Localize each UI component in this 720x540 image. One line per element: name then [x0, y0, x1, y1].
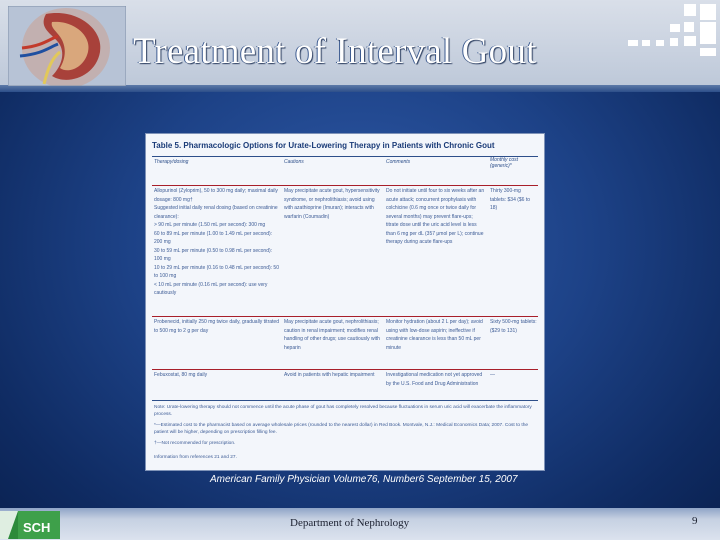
- slide-title: Treatment of Interval Gout: [133, 31, 537, 72]
- table-footnote-cost: *—Estimated cost to the pharmacist based on average wholesale prices (rounded to the nearest dollar) in Red Book. Montvale, N.J.: Medical Economics Data; 2007. Cost to the patient will be higher, depending on prescription filling fee.: [154, 423, 529, 435]
- table-source: Information from references 21 and 27.: [154, 455, 237, 460]
- row2-comments: Monitor hydration (about 2 L per day); avoid using with low-dose aspirin; ineffective if creatinine clearance is less than 50 mL per minute: [386, 319, 483, 351]
- col-header-cost: Monthly cost (generic)*: [490, 157, 519, 169]
- decor-square: [700, 22, 716, 44]
- decor-square: [700, 4, 716, 20]
- row3-cost: —: [490, 372, 495, 378]
- row-divider: [152, 316, 538, 317]
- table-note: Note: Urate-lowering therapy should not commence until the acute phase of gout has completely resolved because fluctuations in serum uric acid will exacerbate the inflammatory process.: [154, 405, 532, 417]
- footer-department: Department of Nephrology: [290, 517, 410, 529]
- table-bottom-rule: [152, 400, 538, 401]
- table-title: Table 5. Pharmacologic Options for Urate-Lowering Therapy in Patients with Chronic Gout: [152, 141, 495, 150]
- decor-square: [670, 38, 678, 46]
- row1-cost: Thirty 300-mg tablets: $34 ($6 to 18): [490, 188, 531, 211]
- row2-therapy: Probenecid, initially 250 mg twice daily, gradually titrated to 500 mg to 2 g per day: [154, 319, 279, 334]
- decor-square: [684, 36, 696, 46]
- row1-comments: Do not initiate until four to six weeks after an acute attack; concurrent prophylaxis with colchicine (0.6 mg once or twice daily for several months) may prevent flare-ups; titrate dose until the uric acid level is less than 6 mg per dL (357 μmol per L); continue therapy during acute flare-ups: [386, 188, 485, 245]
- decor-square: [684, 22, 694, 32]
- citation: American Family Physician Volume76, Number6 September 15, 2007: [210, 474, 518, 485]
- row2-cost: Sixty 500-mg tablets: ($29 to 131): [490, 319, 537, 334]
- decor-square: [684, 4, 696, 16]
- kidney-logo-icon: [8, 6, 126, 86]
- row3-comments: Investigational medication not yet approved by the U.S. Food and Drug Administration: [386, 372, 483, 387]
- decor-square: [656, 40, 664, 46]
- row2-cautions: May precipitate acute gout, nephrolithiasis; caution in renal impairment; modifies renal handling of other drugs; use cautiously with heparin: [284, 319, 380, 351]
- row-divider: [152, 369, 538, 370]
- decor-square: [642, 40, 650, 46]
- decor-square: [670, 24, 680, 32]
- col-header-cautions: Cautions: [284, 159, 304, 165]
- pharmacologic-table: [145, 133, 545, 471]
- sch-logo-text: SCH: [23, 520, 51, 535]
- decor-square: [700, 48, 716, 56]
- table-footnote-dagger: †—Not recommended for prescription.: [154, 441, 236, 446]
- title-bar-band: [0, 85, 720, 92]
- col-header-therapy: Therapy/dosing: [154, 159, 189, 165]
- page-number: 9: [692, 515, 698, 527]
- table-header-rule: [152, 156, 538, 157]
- row3-therapy: Febuxostat, 80 mg daily: [154, 372, 208, 378]
- row1-cautions: May precipitate acute gout, hypersensitivity syndrome, or nephrolithiasis; avoid using with azathioprine (Imuran); interacts with warfarin (Coumadin): [284, 188, 380, 220]
- row3-cautions: Avoid in patients with hepatic impairment: [284, 372, 375, 378]
- decor-square: [628, 40, 638, 46]
- col-header-comments: Comments: [386, 159, 411, 165]
- row1-therapy: Allopurinol (Zyloprim), 50 to 300 mg daily; maximal daily dosage: 800 mg† Suggested initial daily renal dosing (based on creatinine clearance): > 90 mL per minute (1.50 mL per second): 300 mg 60 to 89 mL per minute (1.00 to 1.49 mL per second): 200 mg 30 to 59 mL per minute (0.50 to 0.98 mL per second): 100 mg 10 to 29 mL per minute (0.16 to 0.48 mL per second): 50 to 100 mg < 10 mL per minute (0.16 mL per second): use very cautiously: [154, 188, 279, 296]
- table-header-bottom-rule: [152, 185, 538, 186]
